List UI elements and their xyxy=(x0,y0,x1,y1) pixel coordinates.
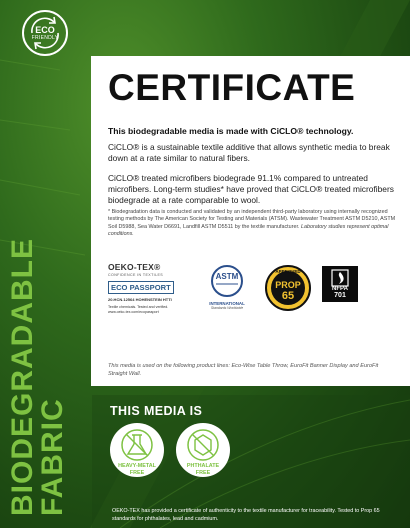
astm-international: INTERNATIONAL xyxy=(209,301,245,306)
phthalate-line1: PHTHALATE xyxy=(186,463,220,469)
oeko-confidence: CONFIDENCE IN TEXTILES xyxy=(108,273,164,277)
prop-name: PROP xyxy=(275,280,301,290)
usage-note: This media is used on the following product lines: Eco-Wise Table Throw, EuroFit Banner Display and EuroFit Straight Wall. xyxy=(108,363,379,377)
oeko-passport: ECO PASSPORT xyxy=(108,281,174,294)
oeko-brand: OEKO-TEX® xyxy=(108,262,161,272)
prop-number: 65 xyxy=(281,290,295,302)
nfpa-701-logo xyxy=(322,266,358,302)
heavy-metal-line1: HEAVY-METAL xyxy=(118,463,156,469)
oeko-tested xyxy=(108,305,188,315)
oeko-url: www.oeko-tex.com/ecopassport xyxy=(108,310,159,314)
footnote-text: * Biodegradation data is conducted and validated by an independent third-party laboratory using internally recognized testing methods by The American Society for Testing and Materials (ATSM). Wastewater Treatment ASTM D5210, ASTM Soil D5988, Sea Water D6691, Landfill ASTM D5511 by the textile manufacturer. xyxy=(108,209,396,230)
eco-badge-line1: ECO xyxy=(35,24,55,35)
paragraph-2: CiCLO® treated microfibers biodegrade 91.1% compared to untreated microfibers. Long-term studies* have proved that CiCLO® treated microfibers biodegrade at a rate comparable to wool. xyxy=(108,173,394,205)
footnote-italic: Laboratory studies represent optimal conditions. xyxy=(108,223,389,237)
phthalate-line2: FREE xyxy=(195,469,211,476)
recycle-arrows-icon xyxy=(24,12,66,54)
nfpa-code: 701 xyxy=(334,292,346,299)
paragraph-1: CiCLO® is a sustainable textile additive that allows synthetic media to break down at a rate similar to natural fibers. xyxy=(108,142,390,163)
heavy-metal-line2: FREE xyxy=(129,469,145,476)
eco-friendly-badge xyxy=(22,10,68,56)
side-title-line1: BIODEGRADABLE xyxy=(6,237,39,516)
nfpa-name: NFPA xyxy=(332,286,348,292)
prop-approved: APPROVED xyxy=(275,269,301,274)
certification-logos xyxy=(108,262,400,332)
media-is-heading: THIS MEDIA IS xyxy=(110,404,203,418)
oeko-number: 20.HCN.12564 HOHENSTEIN HTTI xyxy=(108,297,172,302)
phthalate-free-label xyxy=(173,463,233,476)
astm-mark: ASTM xyxy=(215,272,239,281)
eco-badge-line2: FRIENDLY xyxy=(31,34,59,41)
astm-logo xyxy=(204,264,250,310)
flame-icon xyxy=(322,267,358,287)
footnote xyxy=(108,209,400,238)
astm-tagline: Standards Worldwide xyxy=(210,306,244,310)
page-title: CERTIFICATE xyxy=(108,67,356,108)
astm-emblem-icon xyxy=(207,264,247,298)
heavy-metal-free-label xyxy=(107,463,167,476)
oeko-tested-line: Textile chemicals. Tested and verified. xyxy=(108,305,169,309)
side-title-line2: FABRIC xyxy=(36,398,69,516)
lead-sentence: This biodegradable media is made with CiCLO® technology. xyxy=(108,126,354,136)
side-title xyxy=(6,237,69,516)
bottom-note: OEKO-TEX has provided a certificate of authenticity to the textile manufacturer for traceability. Tested to Prop 65 standards for phthalates, lead and cadmium. xyxy=(112,508,380,522)
prop-65-approved-badge xyxy=(264,264,312,312)
oeko-tex-logo xyxy=(108,262,188,315)
